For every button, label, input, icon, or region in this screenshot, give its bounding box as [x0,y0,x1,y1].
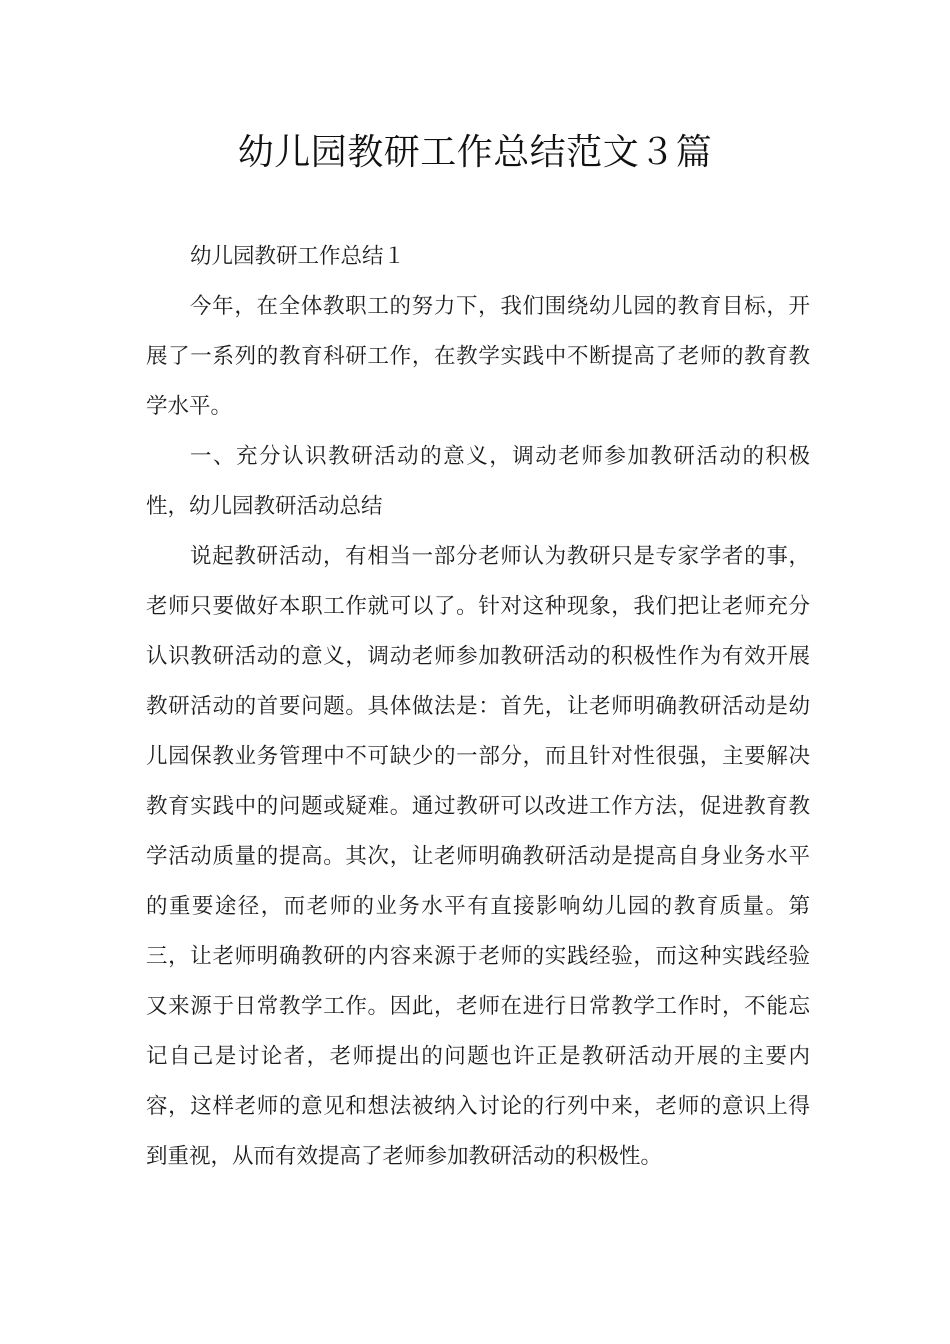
document-title: 幼儿园教研工作总结范文３篇 [237,132,713,173]
document-body [146,232,810,1182]
point-one-heading: 一、充分认识教研活动的意义，调动老师参加教研活动的积极性，幼儿园教研活动总结 [146,444,810,519]
intro-paragraph: 今年，在全体教职工的努力下，我们围绕幼儿园的教育目标，开展了一系列的教育科研工作，在教学实践中不断提高了老师的教育教学水平。 [146,294,810,419]
point-one-paragraph: 说起教研活动，有相当一部分老师认为教研只是专家学者的事，老师只要做好本职工作就可以了。针对这种现象，我们把让老师充分认识教研活动的意义，调动老师参加教研活动的积极性作为有效开展教研活动的首要问题。具体做法是：首先，让老师明确教研活动是幼儿园保教业务管理中不可缺少的一部分，而且针对性很强，主要解决教育实践中的问题或疑难。通过教研可以改进工作方法，促进教育教学活动质量的提高。其次，让老师明确教研活动是提高自身业务水平的重要途径，而老师的业务水平有直接影响幼儿园的教育质量。第三，让老师明确教研的内容来源于老师的实践经验，而这种实践经验又来源于日常教学工作。因此，老师在进行日常教学工作时，不能忘记自己是讨论者，老师提出的问题也许正是教研活动开展的主要内容，这样老师的意见和想法被纳入讨论的行列中来，老师的意识上得到重视，从而有效提高了老师参加教研活动的积极性。 [146,544,810,1169]
section-heading: 幼儿园教研工作总结１ [190,244,406,269]
